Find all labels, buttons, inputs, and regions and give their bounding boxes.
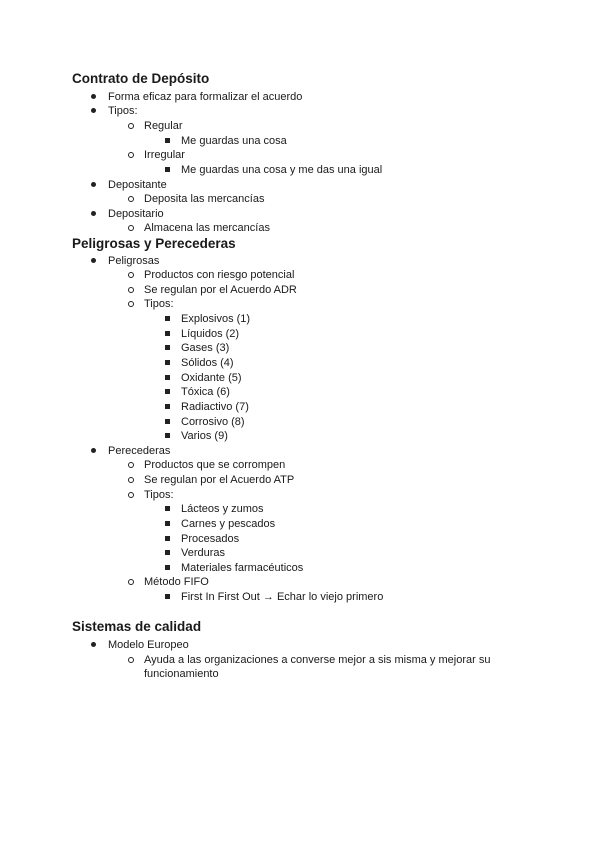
list-item: Verduras	[181, 547, 226, 559]
list-item: Forma eficaz para formalizar el acuerdo	[108, 91, 303, 103]
list-item: Corrosivo (8)	[181, 416, 245, 428]
section-title: Peligrosas y Perecederas	[72, 236, 236, 251]
section-title: Sistemas de calidad	[72, 619, 202, 634]
bullet-disc	[91, 448, 96, 453]
bullet-circle	[128, 579, 134, 585]
bullet-square	[165, 404, 170, 409]
list-item: Perecederas	[108, 445, 171, 457]
list-item: Se regulan por el Acuerdo ATP	[144, 474, 295, 486]
list-item: Me guardas una cosa y me das una igual	[181, 164, 383, 176]
list-item: Sólidos (4)	[181, 357, 234, 369]
bullet-circle	[128, 462, 134, 468]
list-item: Tóxica (6)	[181, 386, 230, 398]
bullet-square	[165, 536, 170, 541]
list-item: Líquidos (2)	[181, 328, 240, 340]
bullet-square	[165, 331, 170, 336]
list-item: Varios (9)	[181, 430, 228, 442]
bullet-square	[165, 167, 170, 172]
list-item: Depositante	[108, 179, 167, 191]
bullet-disc	[91, 182, 96, 187]
bullet-circle	[128, 287, 134, 293]
list-item: Materiales farmacéuticos	[181, 562, 304, 574]
list-item-continuation: funcionamiento	[144, 668, 219, 680]
list-item: Tipos:	[144, 489, 174, 501]
bullet-square	[165, 375, 170, 380]
bullet-square	[165, 433, 170, 438]
bullet-disc	[91, 258, 96, 263]
bullet-square	[165, 345, 170, 350]
bullet-square	[165, 506, 170, 511]
list-item: Lácteos y zumos	[181, 503, 264, 515]
bullet-circle	[128, 225, 134, 231]
list-item: Modelo Europeo	[108, 639, 189, 651]
list-item: Peligrosas	[108, 255, 160, 267]
bullet-circle	[128, 123, 134, 129]
list-item: Gases (3)	[181, 342, 230, 354]
list-item: Oxidante (5)	[181, 372, 242, 384]
bullet-square	[165, 594, 170, 599]
list-item: Procesados	[181, 533, 240, 545]
list-item: Se regulan por el Acuerdo ADR	[144, 284, 297, 296]
bullet-square	[165, 316, 170, 321]
bullet-disc	[91, 211, 96, 216]
bullet-circle	[128, 657, 134, 663]
list-item: Me guardas una cosa	[181, 135, 287, 147]
bullet-square	[165, 138, 170, 143]
list-item: Almacena las mercancías	[144, 222, 270, 234]
list-item: Tipos:	[108, 105, 138, 117]
list-item: Explosivos (1)	[181, 313, 251, 325]
bullet-square	[165, 565, 170, 570]
list-item: Productos que se corrompen	[144, 459, 286, 471]
list-item: Deposita las mercancías	[144, 193, 265, 205]
bullet-circle	[128, 272, 134, 278]
bullet-circle	[128, 196, 134, 202]
list-item: Productos con riesgo potencial	[144, 269, 295, 281]
bullet-disc	[91, 94, 96, 99]
list-item: Tipos:	[144, 298, 174, 310]
bullet-disc	[91, 642, 96, 647]
bullet-disc	[91, 108, 96, 113]
list-item: Regular	[144, 120, 183, 132]
bullet-square	[165, 550, 170, 555]
bullet-square	[165, 360, 170, 365]
bullet-circle	[128, 477, 134, 483]
list-item: Depositario	[108, 208, 164, 220]
list-item: Carnes y pescados	[181, 518, 276, 530]
bullet-circle	[128, 152, 134, 158]
bullet-square	[165, 389, 170, 394]
list-item: Radiactivo (7)	[181, 401, 249, 413]
section-title: Contrato de Depósito	[72, 71, 210, 86]
list-item: Ayuda a las organizaciones a converse mejor a sis misma y mejorar su	[144, 654, 491, 666]
list-item: Irregular	[144, 149, 185, 161]
bullet-square	[165, 521, 170, 526]
bullet-circle	[128, 301, 134, 307]
list-item: Método FIFO	[144, 576, 209, 588]
bullet-square	[165, 419, 170, 424]
bullet-circle	[128, 492, 134, 498]
list-item: First In First Out → Echar lo viejo primero	[181, 591, 384, 603]
